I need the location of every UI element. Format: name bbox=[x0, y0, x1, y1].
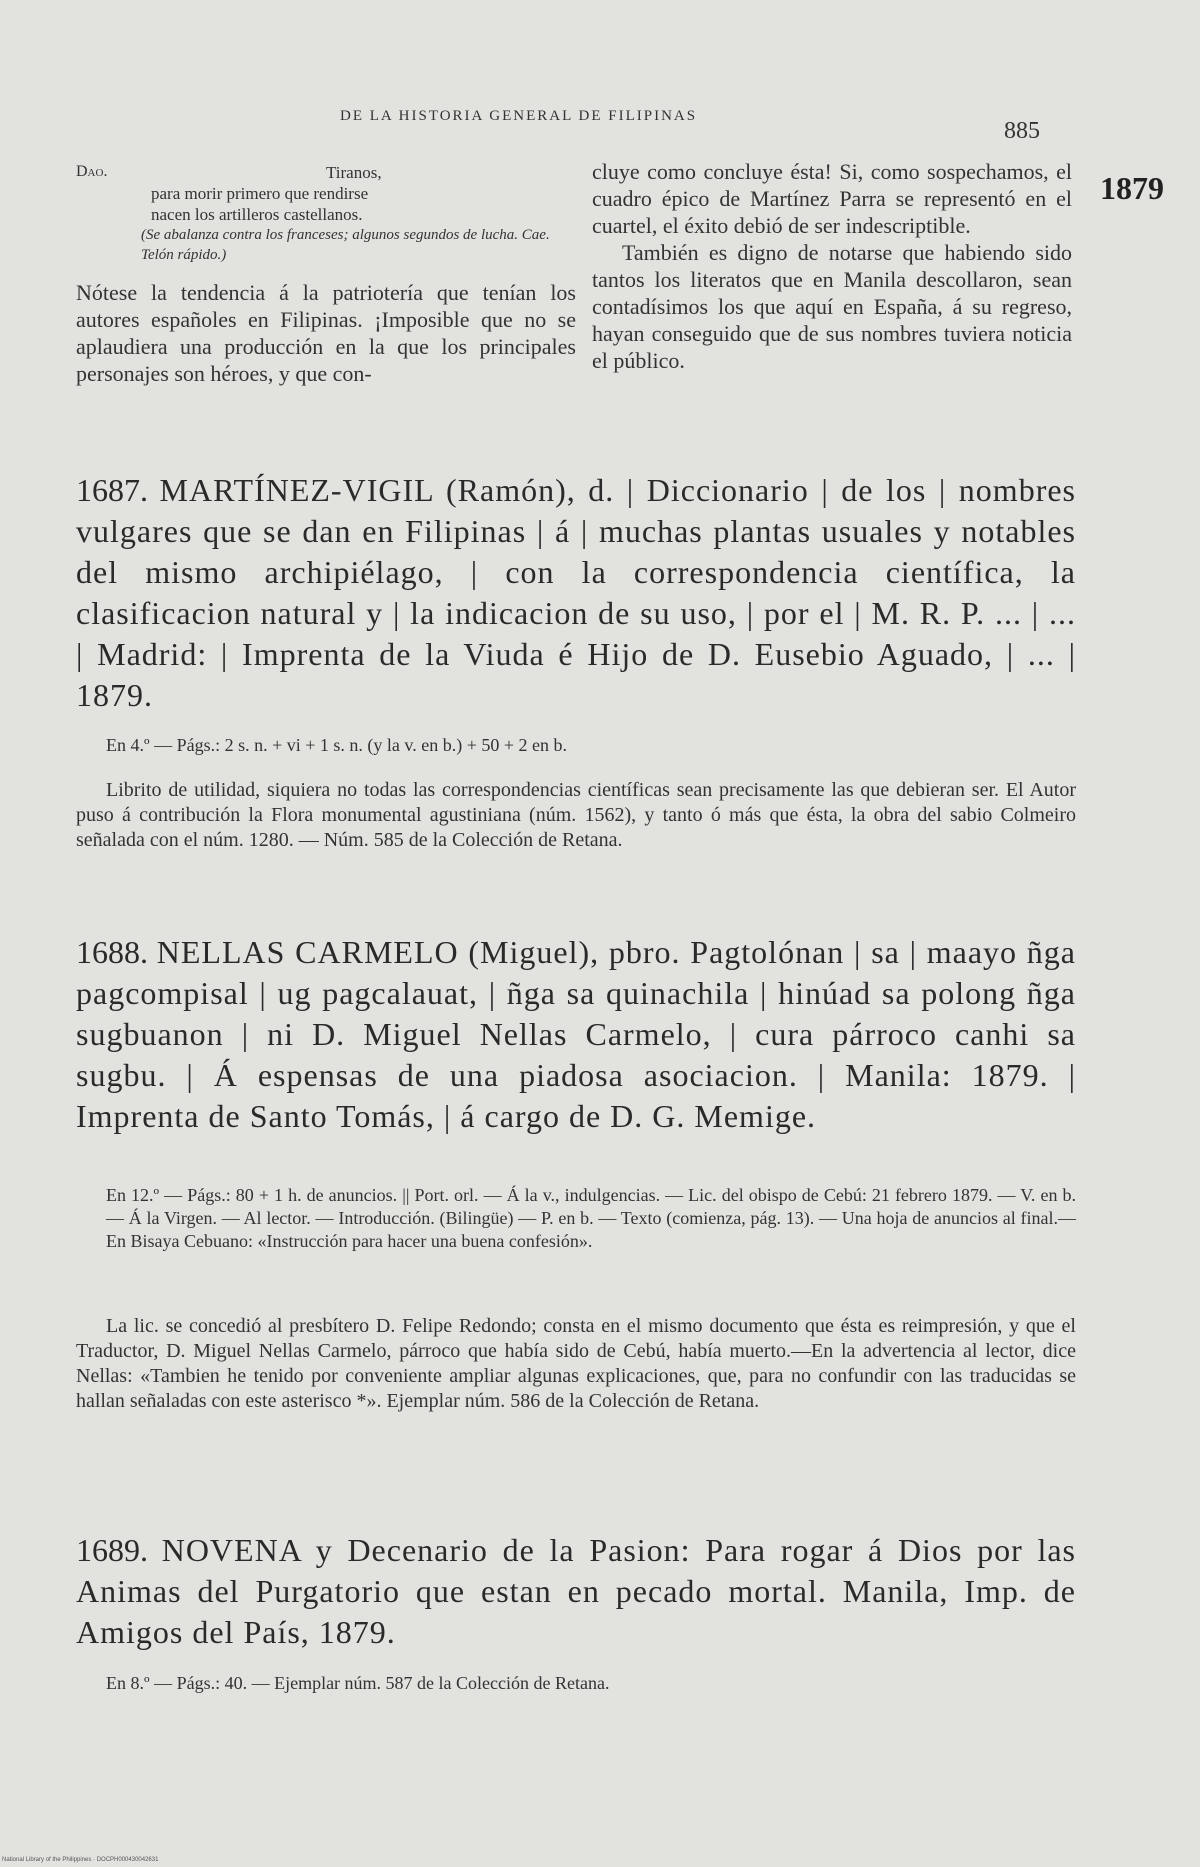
footer-line: National Library of the Philippines · DOCPH000430042631 bbox=[2, 1857, 159, 1863]
verse-block bbox=[76, 160, 576, 265]
verse-line: para morir primero que rendirse bbox=[151, 184, 369, 203]
right-paragraph-2: También es digno de notarse que habiendo sido tantos los literatos que en Manila descollaron, sean contadísimos los que aquí en España, á su regreso, hayan conseguido que de sus nombres tuviera noticia el público. bbox=[592, 240, 1072, 373]
left-paragraph: Nótese la tendencia á la patriotería que tenían los autores españoles en Filipinas. ¡Imposible que no se aplaudiera una producción en la que los principales personajes son héroes, y que con- bbox=[76, 280, 576, 386]
margin-year: 1879 bbox=[1100, 170, 1164, 206]
entry-collation-1688: En 12.º — Págs.: 80 + 1 h. de anuncios. || Port. orl. — Á la v., indulgencias. — Lic. del obispo de Cebú: 21 febrero 1879. — V. en b. — Á la Virgen. — Al lector. — Introducción. (Bilingüe) — P. en b. — Texto (comienza, pág. 13). — Una hoja de anuncios al final.— En Bisaya Cebuano: «Instrucción para hacer una buena confesión». bbox=[106, 1185, 1076, 1251]
verse-speaker: Dao. bbox=[76, 163, 108, 180]
entry-number: 1688. bbox=[76, 934, 148, 970]
entry-title: NELLAS CARMELO (Miguel), pbro. Pagtolónan | sa | maayo ñga pagcompisal | ug pagcalauat, | ñga sa quinachila | hinúad sa polong ñga sugbuanon | ni D. Miguel Nellas Carmelo, | cura párroco canhi sa sugbu. | Á espensas de una piadosa asociacion. | Manila: 1879. | Imprenta de Santo Tomás, | á cargo de D. G. Memige. bbox=[76, 934, 1077, 1134]
running-head: DE LA HISTORIA GENERAL DE FILIPINAS bbox=[340, 108, 698, 124]
entry-title: NOVENA y Decenario de la Pasion: Para rogar á Dios por las Animas del Purgatorio que estan en pecado mortal. Manila, Imp. de Amigos del País, 1879. bbox=[76, 1532, 1076, 1650]
entry-heading-1689 bbox=[76, 1530, 1076, 1653]
entry-note-1687: Librito de utilidad, siquiera no todas las correspondencias científicas sean precisamente las que debieran ser. El Autor puso á contribución la Flora monumental agustiniana (núm. 1562), y tanto ó más que ésta, la obra del sabio Colmeiro señalada con el núm. 1280. — Núm. 585 de la Colección de Retana. bbox=[76, 779, 1076, 851]
entry-collation-1689: En 8.º — Págs.: 40. — Ejemplar núm. 587 de la Colección de Retana. bbox=[106, 1673, 610, 1693]
entry-number: 1687. bbox=[76, 472, 148, 508]
entry-number: 1689. bbox=[76, 1532, 148, 1568]
entry-collation-1687: En 4.º — Págs.: 2 s. n. + vi + 1 s. n. (y la v. en b.) + 50 + 2 en b. bbox=[106, 735, 567, 755]
entry-heading-1687 bbox=[76, 470, 1076, 716]
page-number: 885 bbox=[1004, 118, 1040, 144]
right-column bbox=[592, 158, 1072, 374]
entry-title: MARTÍNEZ-VIGIL (Ramón), d. | Diccionario | de los | nombres vulgares que se dan en Filipinas | á | muchas plantas usuales y notables del mismo archipiélago, | con la correspondencia científica, la clasificacion natural y | la indicacion de su uso, | por el | M. R. P. ... | ... | Madrid: | Imprenta de la Viuda é Hijo de D. Eusebio Aguado, | ... | 1879. bbox=[76, 472, 1077, 713]
verse-line: nacen los artilleros castellanos. bbox=[151, 205, 363, 224]
verse-line: Tiranos, bbox=[326, 163, 382, 182]
entry-heading-1688 bbox=[76, 932, 1076, 1137]
right-paragraph-1: cluye como concluye ésta! Si, como sospechamos, el cuadro épico de Martínez Parra se representó en el cuartel, el éxito debió de ser indescriptible. bbox=[592, 159, 1072, 238]
left-column bbox=[76, 160, 576, 387]
entry-note-1688: La lic. se concedió al presbítero D. Felipe Redondo; consta en el mismo documento que ésta es reimpresión, y que el Traductor, D. Miguel Nellas Carmelo, párroco que había sido de Cebú, había muerto.—En la advertencia al lector, dice Nellas: «Tambien he tenido por conveniente ampliar algunas explicaciones, que, para no confundir con las traducidas se hallan señaladas con este asterisco *». Ejemplar núm. 586 de la Colección de Retana. bbox=[76, 1315, 1076, 1412]
stage-direction: (Se abalanza contra los franceses; algunos segundos de lucha. Cae. Telón rápido.) bbox=[141, 227, 550, 263]
